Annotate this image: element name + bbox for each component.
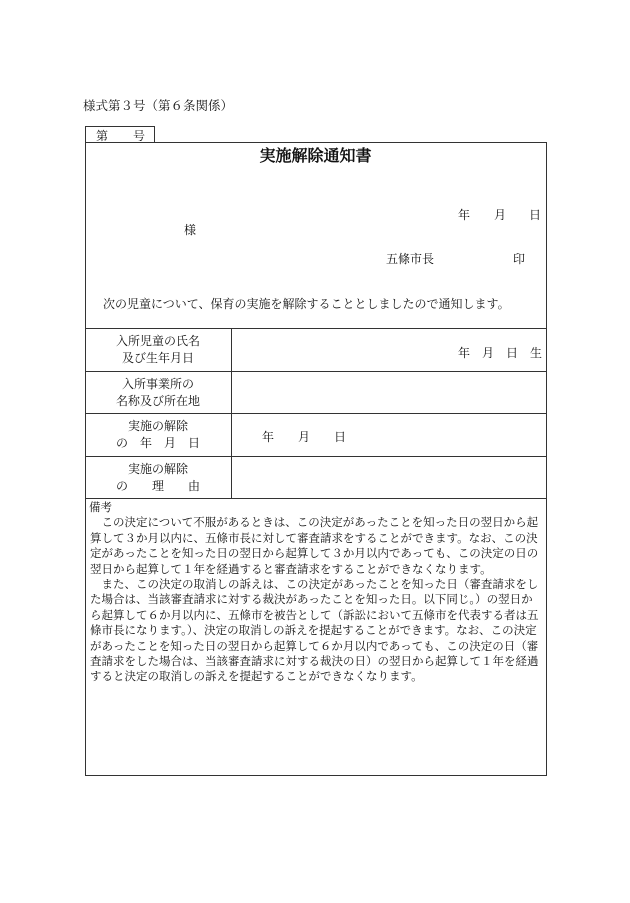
table-row [85, 376, 231, 410]
table-bottom-line [85, 498, 547, 499]
row-divider [85, 371, 547, 372]
remarks-section [90, 500, 542, 685]
row-label-line2: の 理 由 [115, 479, 200, 493]
remarks-paragraph: また、この決定の取消しの訴えは、この決定があったことを知った日（審査請求をした場合は、当該審査請求に対する裁決があったことを知った日。以下同じ。）の翌日から起算して６か月以内に、五條市を被告として（訴訟において五條市を代表する者は五條市長になります。）、決定の取消しの訴えを提起することができます。なお、この決定があったことを知った日の翌日から起算して６か月以内であっても、この決定の日（審査請求をした場合は、当該審査請求に対する裁決の日）の翌日から起算して１年を経過すると決定の取消しの訴えを提起することができなくなります。 [90, 577, 539, 684]
row-label-line1: 実施の解除 [127, 419, 188, 433]
date-month: 月 [494, 208, 507, 222]
addressee-suffix: 様 [184, 223, 197, 237]
number-label-left: 第 [96, 129, 109, 143]
remarks-heading: 備考 [89, 500, 112, 514]
row-label-line2: の 年 月 日 [115, 436, 200, 450]
table-row [85, 333, 231, 367]
table-row [85, 418, 231, 452]
row-divider [85, 413, 547, 414]
row-label-line2: 名称及び所在地 [115, 394, 200, 408]
number-label-right: 号 [133, 129, 146, 143]
date-day: 日 [529, 208, 542, 222]
table-top-line [85, 328, 547, 329]
table-row [85, 461, 231, 495]
document-title: 実施解除通知書 [259, 146, 372, 165]
notice-statement: 次の児童について、保育の実施を解除することとしましたので通知します。 [103, 297, 510, 311]
form-reference: 様式第３号（第６条関係） [83, 98, 234, 113]
row-label-line1: 入所児童の氏名 [115, 334, 200, 348]
column-divider [231, 328, 232, 498]
row-label-line2: 及び生年月日 [121, 351, 194, 365]
birthdate-value: 年 月 日 生 [458, 346, 543, 360]
issuer-name: 五條市長 [386, 252, 435, 266]
remarks-paragraph: この決定について不服があるときは、この決定があったことを知った日の翌日から起算して３か月以内に、五條市長に対して審査請求をすることができます。なお、この決定があったことを知った日の翌日から起算して３か月以内であっても、この決定の日の翌日から起算して１年を経過すると審査請求をすることができなくなります。 [90, 515, 539, 576]
release-date-value: 年 月 日 [262, 430, 347, 444]
row-label-line1: 入所事業所の [121, 377, 194, 391]
issuer-seal: 印 [513, 252, 526, 266]
row-divider [85, 456, 547, 457]
row-label-line1: 実施の解除 [127, 462, 188, 476]
date-year: 年 [458, 208, 471, 222]
